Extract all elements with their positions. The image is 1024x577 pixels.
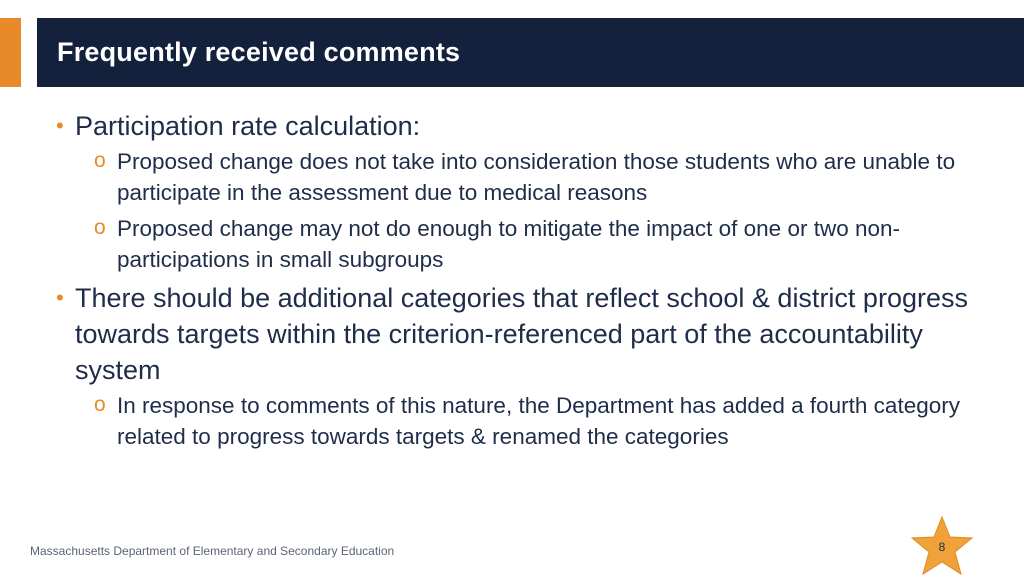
bullet-item bbox=[0, 108, 1024, 144]
accent-bar bbox=[0, 18, 21, 87]
page-number: 8 bbox=[938, 540, 946, 554]
slide-title: Frequently received comments bbox=[57, 37, 461, 67]
bullet-item bbox=[0, 280, 1024, 388]
bullet-icon: • bbox=[56, 285, 64, 310]
sub-bullet-icon: o bbox=[94, 393, 106, 416]
sub-bullet-item bbox=[0, 390, 1024, 452]
sub-bullet-text: In response to comments of this nature, the Department has added a fourth category related to progress towards targets & renamed the categories bbox=[117, 393, 960, 449]
bullet-icon: • bbox=[56, 113, 64, 138]
sub-bullet-item bbox=[0, 146, 1024, 208]
footer-organization: Massachusetts Department of Elementary and Secondary Education bbox=[30, 544, 395, 558]
sub-bullet-icon: o bbox=[94, 149, 106, 172]
sub-bullet-item bbox=[0, 213, 1024, 275]
bullet-text: Participation rate calculation: bbox=[75, 111, 421, 141]
sub-bullet-icon: o bbox=[94, 216, 106, 239]
bullet-text: There should be additional categories that reflect school & district progress towards targets within the criterion-referenced part of the accountability system bbox=[75, 283, 968, 385]
slide-content bbox=[0, 108, 1024, 457]
sub-bullet-text: Proposed change does not take into consideration those students who are unable to participate in the assessment due to medical reasons bbox=[117, 149, 956, 205]
sub-bullet-text: Proposed change may not do enough to mitigate the impact of one or two non-participations in small subgroups bbox=[117, 216, 900, 272]
title-bar bbox=[37, 18, 1024, 87]
